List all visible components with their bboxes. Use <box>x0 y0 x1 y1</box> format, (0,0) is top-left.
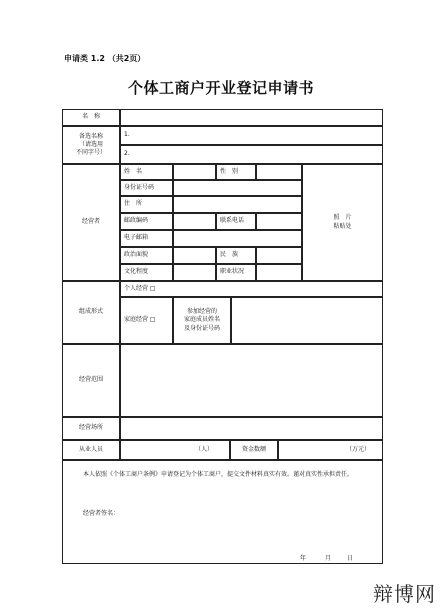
photo-area[interactable]: 照 片 粘贴处 <box>302 164 383 281</box>
postal-field[interactable] <box>173 213 216 230</box>
operator-label: 经营者 <box>62 164 120 281</box>
date-year: 年 <box>300 555 307 562</box>
op-name-field[interactable] <box>173 164 216 180</box>
declaration-box <box>62 460 383 564</box>
occupation-field[interactable] <box>256 264 302 281</box>
family-members-field[interactable] <box>231 297 383 344</box>
employees-label: 从业人员 <box>62 440 120 460</box>
employees-field[interactable] <box>120 440 230 460</box>
individual-option[interactable]: 个人经营 □ <box>120 281 383 297</box>
capital-label: 资金数额 <box>230 440 278 460</box>
alt-name-1-field[interactable]: 1. <box>120 126 383 145</box>
scope-field[interactable] <box>120 344 383 417</box>
date-month: 月 <box>325 555 332 562</box>
postal-label: 邮政编码 <box>120 213 173 230</box>
document-title: 个体工商户开业登记申请书 <box>127 79 314 97</box>
location-label: 经营场所 <box>62 417 120 440</box>
family-members-label: 参加经营的 家庭成员姓名 及身份证号码 <box>173 297 231 344</box>
capital-unit: （万元） <box>345 445 370 453</box>
location-field[interactable] <box>120 417 383 440</box>
political-field[interactable] <box>173 247 216 264</box>
phone-field[interactable] <box>256 213 302 230</box>
op-name-label: 姓 名 <box>120 164 173 180</box>
page-label: 申请类 1.2 （共2页） <box>64 54 146 63</box>
scope-label: 经营范围 <box>62 344 120 417</box>
site-watermark: 辩博网 <box>373 582 436 606</box>
signature-label: 经营者签名： <box>83 510 120 517</box>
education-label: 文化程度 <box>120 264 173 281</box>
occupation-label: 职业状况 <box>216 264 256 281</box>
id-no-field[interactable] <box>173 180 302 196</box>
address-label: 住 所 <box>120 196 173 213</box>
alt-names-label: 备选名称 （请选用 不同字号） <box>62 126 120 164</box>
name-field[interactable] <box>120 109 383 126</box>
phone-label: 联系电话 <box>216 213 256 230</box>
ethnicity-field[interactable] <box>256 247 302 264</box>
id-no-label: 身份证号码 <box>120 180 173 196</box>
gender-field[interactable] <box>256 164 302 180</box>
declaration-text: 本人依照《个体工商户条例》申请登记为个体工商户，提交文件材料真实有效。谨对真实性承担责任。 <box>83 471 354 478</box>
family-option[interactable]: 家庭经营 □ <box>120 297 173 344</box>
address-field[interactable] <box>173 196 302 213</box>
persons-unit: （人） <box>194 445 213 453</box>
ethnicity-label: 民 族 <box>216 247 256 264</box>
email-label: 电子邮箱 <box>120 230 173 247</box>
gender-label: 性 别 <box>216 164 256 180</box>
capital-field[interactable] <box>278 440 383 460</box>
alt-name-2-field[interactable]: 2. <box>120 145 383 164</box>
email-field[interactable] <box>173 230 302 247</box>
education-field[interactable] <box>173 264 216 281</box>
date-day: 日 <box>347 555 354 562</box>
org-form-label: 组成形式 <box>62 281 120 344</box>
name-label: 名 称 <box>62 109 120 126</box>
political-label: 政治面貌 <box>120 247 173 264</box>
